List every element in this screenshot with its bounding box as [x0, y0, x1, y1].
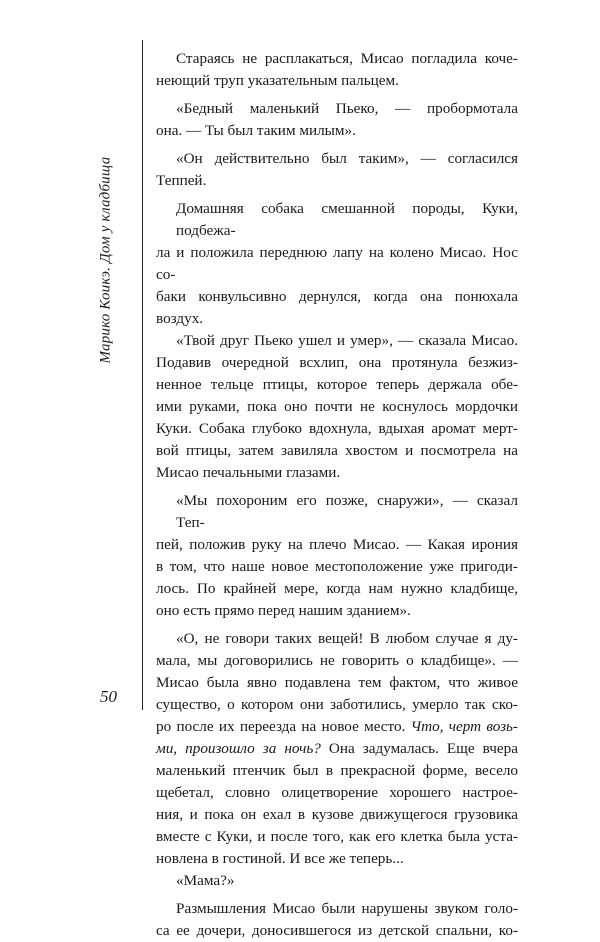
- text-line: ими руками, пока оно почти не коснулось мордочки: [156, 398, 518, 415]
- text-line: Мисао печальными глазами.: [156, 464, 341, 481]
- text-line: ния, и пока он ехал в кузове движущегося грузовика: [156, 806, 518, 823]
- text-line: Теппей.: [156, 172, 207, 189]
- italic-text: Что, черт возь-: [410, 718, 518, 735]
- text-line: мала, мы договорились не говорить о кладбище». —: [156, 652, 518, 669]
- text-line: она. — Ты был таким милым».: [156, 122, 356, 139]
- text-line: лось. По крайней мере, когда нам нужно кладбище,: [156, 580, 518, 597]
- text-line: ненное тельце птицы, которое теперь держала обе-: [156, 376, 518, 393]
- text-line: вместе с Куки, и после того, как его клетка была уста-: [156, 828, 518, 845]
- text-line: оно есть прямо перед нашим зданием».: [156, 602, 411, 619]
- text-line: «Мама?»: [176, 872, 235, 889]
- running-head-text: Марико Коикэ. Дом у кладбища: [97, 156, 114, 364]
- running-head: [96, 156, 116, 364]
- text-line: неющий труп указательным пальцем.: [156, 72, 399, 89]
- page-number: 50: [100, 687, 117, 706]
- text-line: Размышления Мисао были нарушены звуком голо-: [176, 900, 518, 917]
- text-line: Домашняя собака смешанной породы, Куки, подбежа-: [176, 200, 518, 239]
- text-line: маленький птенчик был в прекрасной форме, весело: [156, 762, 518, 779]
- text-line: «Твой друг Пьеко ушел и умер», — сказала Мисао.: [176, 332, 518, 349]
- text-line: ла и положила переднюю лапу на колено Мисао. Нос со-: [156, 244, 518, 283]
- text-line: ро после их переезда на новое место. Что, черт возь-: [156, 718, 518, 735]
- text-line: вой птицы, затем завиляла хвостом и посмотрела на: [156, 442, 518, 459]
- text-line: новлена в гостиной. И все же теперь...: [156, 850, 404, 867]
- text-line: в том, что наше новое местоположение уже пригоди-: [156, 558, 518, 575]
- margin-rule: [142, 40, 143, 710]
- text-line: пей, положив руку на плечо Мисао. — Какая ирония: [156, 536, 518, 553]
- text-line: «О, не говори таких вещей! В любом случае я ду-: [176, 630, 518, 647]
- text-line: «Он действительно был таким», — согласился: [176, 150, 518, 167]
- text-line: «Бедный маленький Пьеко, — пробормотала: [176, 100, 518, 117]
- text-line: ми, произошло за ночь? Она задумалась. Еще вчера: [156, 740, 518, 757]
- text-line: щебетал, словно олицетворение хорошего настрое-: [156, 784, 518, 801]
- italic-text: ми, произошло за ночь?: [156, 740, 321, 757]
- text-line: «Мы похороним его позже, снаружи», — сказал Теп-: [176, 492, 518, 531]
- text-line: Куки. Собака глубоко вдохнула, вдыхая аромат мерт-: [156, 420, 518, 437]
- body-text: [156, 48, 518, 942]
- text-line: Подавив очередной всхлип, она протянула безжиз-: [156, 354, 518, 371]
- text-line: существо, о котором они заботились, умерло так ско-: [156, 696, 518, 713]
- text-line: баки конвульсивно дернулся, когда она понюхала воздух.: [156, 288, 518, 327]
- text-line: Мисао была явно подавлена тем фактом, что живое: [156, 674, 518, 691]
- text-line: Стараясь не расплакаться, Мисао погладила коче-: [176, 50, 518, 67]
- text-line: са ее дочери, доносившегося из детской спальни, ко-: [156, 922, 518, 939]
